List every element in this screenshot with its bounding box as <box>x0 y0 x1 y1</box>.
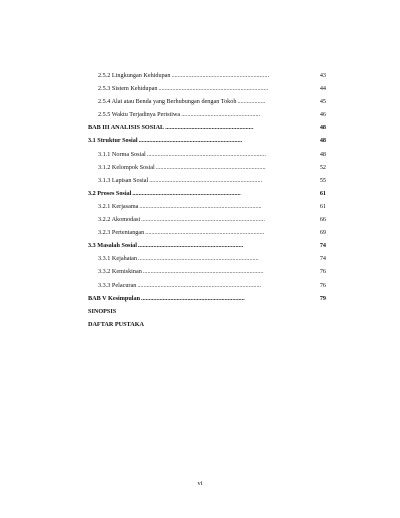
toc-entry-leader: ................................................................... <box>141 294 245 302</box>
toc-entry-page: 43 <box>319 72 326 79</box>
toc-entry-sinopsis[interactable] <box>88 305 326 318</box>
toc-entry-2-5-2[interactable] <box>88 69 326 82</box>
toc-entry-leader: ................................................................... <box>138 137 243 145</box>
toc-entry-3-2-2[interactable] <box>88 213 326 226</box>
toc-entry-label: BAB V Kesimpulan <box>88 294 141 302</box>
page-number: vi <box>197 480 203 487</box>
toc-entry-label: 3.1.2 Kelompok Sosial <box>98 163 155 171</box>
toc-entry-3-1[interactable] <box>88 134 326 147</box>
toc-entry-label: DAFTAR PUSTAKA <box>88 320 144 328</box>
toc-entry-leader: ...................................................................... <box>132 189 241 197</box>
toc-entry-label: 2.5.3 Sistem Kehidupan <box>98 85 158 93</box>
toc-entry-page: 76 <box>319 281 326 289</box>
toc-entry-3-3[interactable] <box>88 239 326 252</box>
toc-entry-3-1-2[interactable] <box>88 161 326 174</box>
toc-entry-3-2-3[interactable] <box>88 226 326 239</box>
toc-entry-daftar-pustaka[interactable] <box>88 318 326 331</box>
toc-entry-label: 2.5.5 Waktu Terjadinya Peristiwa <box>98 111 181 119</box>
toc-entry-leader: ............................................................................. <box>146 150 266 158</box>
toc-entry-3-1-1[interactable] <box>88 148 326 161</box>
toc-entry-page: 61 <box>319 189 326 197</box>
toc-entry-3-3-2[interactable] <box>88 265 326 278</box>
toc-entry-label: 3.3.1 Kejahatan <box>98 255 138 263</box>
toc-entry-page: 79 <box>319 294 326 302</box>
toc-entry-bab-5[interactable] <box>88 292 326 305</box>
toc-entry-label: 3.3 Masalah Sosial <box>88 242 137 250</box>
toc-entry-leader: ............................................................................... <box>139 202 262 210</box>
toc-entry-leader: ......................................................................... <box>149 176 263 184</box>
toc-entry-3-2[interactable] <box>88 187 326 200</box>
toc-entry-2-5-3[interactable] <box>88 82 326 95</box>
toc-entry-page: 44 <box>319 85 326 93</box>
toc-entry-label: 3.1.1 Norma Sosial <box>98 150 146 158</box>
table-of-contents <box>88 69 326 331</box>
toc-entry-label: 3.2.3 Pertentangan <box>98 229 145 237</box>
toc-entry-page: 61 <box>319 202 326 210</box>
toc-entry-leader: ....................................................................... <box>155 163 266 171</box>
toc-entry-label: 3.3.2 Kemiskinan <box>98 268 142 276</box>
toc-entry-2-5-5[interactable] <box>88 108 326 121</box>
toc-entry-label: BAB III ANALISIS SOSIAL <box>88 124 165 132</box>
toc-entry-bab-3[interactable] <box>88 121 326 134</box>
toc-entry-leader: ................................................................................ <box>141 216 265 224</box>
toc-entry-label: 2.5.2 Lingkungan Kehidupan <box>98 72 171 79</box>
toc-entry-3-2-1[interactable] <box>88 200 326 213</box>
toc-entry-page: 52 <box>319 163 326 171</box>
toc-entry-page: 69 <box>319 229 326 237</box>
toc-entry-leader: ................................................... <box>181 111 261 119</box>
toc-entry-label: 3.1.3 Lapisan Sosial <box>98 176 149 184</box>
toc-entry-page: 48 <box>319 124 326 132</box>
toc-entry-page: 55 <box>319 176 326 184</box>
toc-entry-leader: ....................................................................... <box>158 85 269 93</box>
toc-entry-3-3-3[interactable] <box>88 279 326 292</box>
toc-entry-label: 3.2 Proses Sosial <box>88 189 132 197</box>
toc-entry-label: 3.2.1 Kerjasama <box>98 202 139 210</box>
toc-entry-page: 66 <box>319 216 326 224</box>
toc-entry-leader: ................................................................................ <box>137 281 262 289</box>
toc-entry-leader: ............................................................... <box>171 72 269 79</box>
toc-entry-label: 2.5.4 Alat atau Benda yang Berhubungan dengan Tokoh <box>98 98 237 106</box>
toc-entry-leader: .................................................................... <box>138 242 244 250</box>
toc-entry-page: 45 <box>319 98 326 106</box>
toc-entry-page: 48 <box>319 137 326 145</box>
toc-entry-page: 48 <box>319 150 326 158</box>
toc-entry-page: 76 <box>319 268 326 276</box>
toc-entry-3-1-3[interactable] <box>88 174 326 187</box>
toc-entry-leader: .............................................................................. <box>138 255 259 263</box>
toc-entry-page: 74 <box>319 255 326 263</box>
toc-entry-page: 74 <box>319 242 326 250</box>
toc-entry-leader: ......................................................... <box>165 124 254 132</box>
toc-entry-page: 46 <box>319 111 326 119</box>
toc-entry-label: 3.2.2 Akomodasi <box>98 216 141 224</box>
toc-entry-label: 3.1 Struktur Sosial <box>88 137 138 145</box>
toc-entry-leader: ............................................................................. <box>145 229 265 237</box>
toc-entry-leader: .............................................................................. <box>142 268 264 276</box>
toc-entry-2-5-4[interactable] <box>88 95 326 108</box>
toc-entry-label: SINOPSIS <box>88 307 117 315</box>
toc-entry-leader: .................. <box>237 98 266 106</box>
toc-entry-label: 3.3.3 Pelacuran <box>98 281 137 289</box>
toc-entry-3-3-1[interactable] <box>88 252 326 265</box>
